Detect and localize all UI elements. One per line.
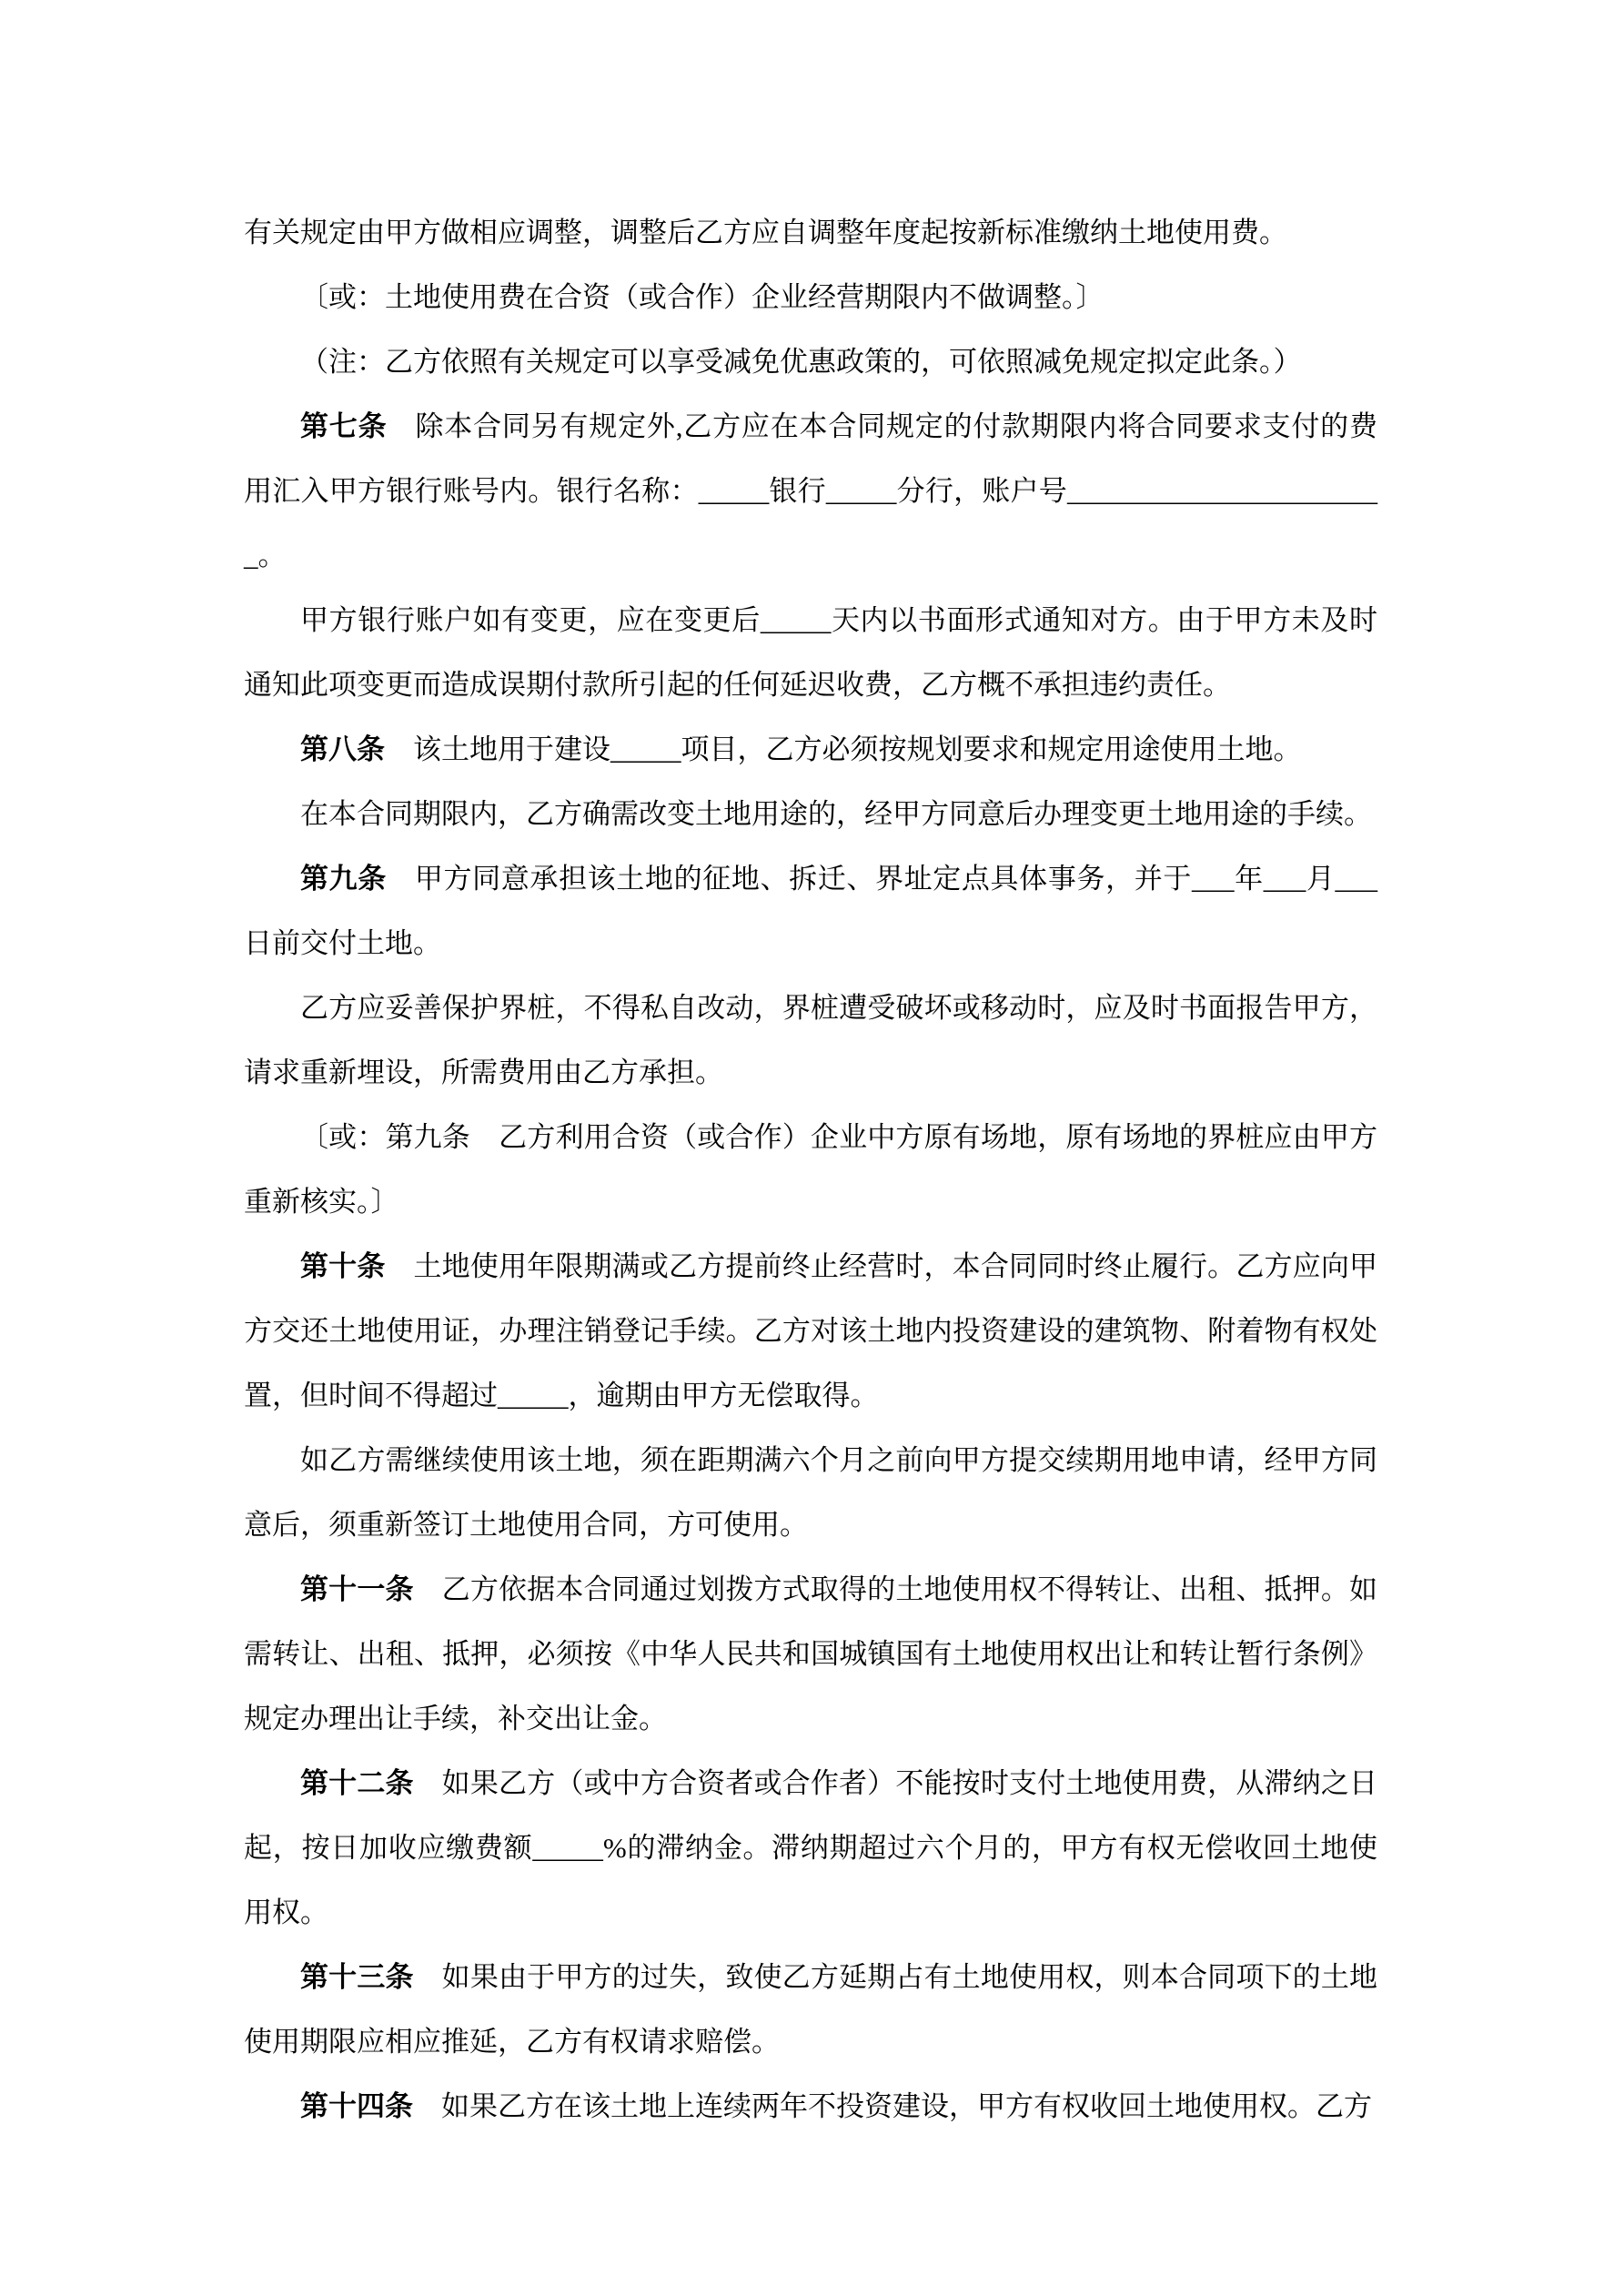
paragraph xyxy=(244,329,1377,394)
paragraph xyxy=(244,588,1377,717)
paragraph-text: 〔或：第九条 乙方利用合资（或合作）企业中方原有场地，原有场地的界桩应由甲方重新核实。〕 xyxy=(244,1121,1377,1218)
paragraph-article-13 xyxy=(244,1945,1377,2074)
paragraph-text: （注：乙方依照有关规定可以享受减免优惠政策的，可依照减免规定拟定此条。） xyxy=(300,346,1302,378)
article-number: 第七条 xyxy=(300,410,388,442)
paragraph-text: 该土地用于建设_____项目，乙方必须按规划要求和规定用途使用土地。 xyxy=(413,733,1302,765)
paragraph xyxy=(244,200,1377,265)
paragraph-text: 甲方银行账户如有变更，应在变更后_____天内以书面形式通知对方。由于甲方未及时通知此项变更而造成误期付款所引起的任何延迟收费，乙方概不承担违约责任。 xyxy=(244,604,1377,701)
paragraph-article-9-alt xyxy=(244,1105,1377,1234)
paragraph-article-11 xyxy=(244,1557,1377,1751)
paragraph-text: 有关规定由甲方做相应调整，调整后乙方应自调整年度起按新标准缴纳土地使用费。 xyxy=(244,217,1287,248)
article-number: 第九条 xyxy=(300,863,387,895)
paragraph xyxy=(244,265,1377,329)
article-number: 第十二条 xyxy=(300,1767,414,1799)
paragraph-text: 乙方依据本合同通过划拨方式取得的土地使用权不得转让、出租、抵押。如需转让、出租、抵押，必须按《中华人民共和国城镇国有土地使用权出让和转让暂行条例》规定办理出让手续，补交出让金。 xyxy=(244,1573,1378,1735)
paragraph-article-12 xyxy=(244,1751,1377,1945)
article-number: 第十一条 xyxy=(300,1573,414,1605)
contract-body xyxy=(244,200,1377,2139)
article-number: 第十三条 xyxy=(300,1961,414,1993)
paragraph-text: 在本合同期限内，乙方确需改变土地用途的，经甲方同意后办理变更土地用途的手续。 xyxy=(300,798,1372,830)
paragraph xyxy=(244,782,1377,846)
paragraph-text: 如果乙方在该土地上连续两年不投资建设，甲方有权收回土地使用权。乙方 xyxy=(441,2090,1372,2122)
paragraph-text: 甲方同意承担该土地的征地、拆迁、界址定点具体事务，并于___年___月___日前交付土地。 xyxy=(244,863,1378,959)
paragraph-text: 除本合同另有规定外,乙方应在本合同规定的付款期限内将合同要求支付的费用汇入甲方银行账号内。银行名称：_____银行_____分行，账户号_______________________。 xyxy=(244,410,1377,571)
paragraph-article-14 xyxy=(244,2074,1377,2139)
paragraph-text: 如果乙方（或中方合资者或合作者）不能按时支付土地使用费，从滞纳之日起，按日加收应缴费额_____%的滞纳金。滞纳期超过六个月的，甲方有权无偿收回土地使用权。 xyxy=(244,1767,1378,1928)
paragraph-text: 乙方应妥善保护界桩，不得私自改动，界桩遭受破坏或移动时，应及时书面报告甲方，请求重新埋设，所需费用由乙方承担。 xyxy=(244,992,1377,1088)
paragraph-article-10 xyxy=(244,1234,1377,1428)
paragraph-article-8 xyxy=(244,717,1377,782)
paragraph-text: 如果由于甲方的过失，致使乙方延期占有土地使用权，则本合同项下的土地使用期限应相应推延，乙方有权请求赔偿。 xyxy=(244,1961,1378,2058)
paragraph-article-7 xyxy=(244,394,1377,588)
article-number: 第十四条 xyxy=(300,2090,413,2122)
paragraph-text: 如乙方需继续使用该土地，须在距期满六个月之前向甲方提交续期用地申请，经甲方同意后，须重新签订土地使用合同，方可使用。 xyxy=(244,1444,1377,1541)
article-number: 第八条 xyxy=(300,733,385,765)
paragraph xyxy=(244,976,1377,1105)
paragraph-text: 〔或：土地使用费在合资（或合作）企业经营期限内不做调整。〕 xyxy=(300,281,1105,313)
paragraph-article-9 xyxy=(244,846,1377,976)
paragraph-text: 土地使用年限期满或乙方提前终止经营时，本合同同时终止履行。乙方应向甲方交还土地使用证，办理注销登记手续。乙方对该土地内投资建设的建筑物、附着物有权处置，但时间不得超过_____，逾期由甲方无偿取得。 xyxy=(244,1250,1377,1411)
paragraph xyxy=(244,1428,1377,1557)
article-number: 第十条 xyxy=(300,1250,386,1282)
